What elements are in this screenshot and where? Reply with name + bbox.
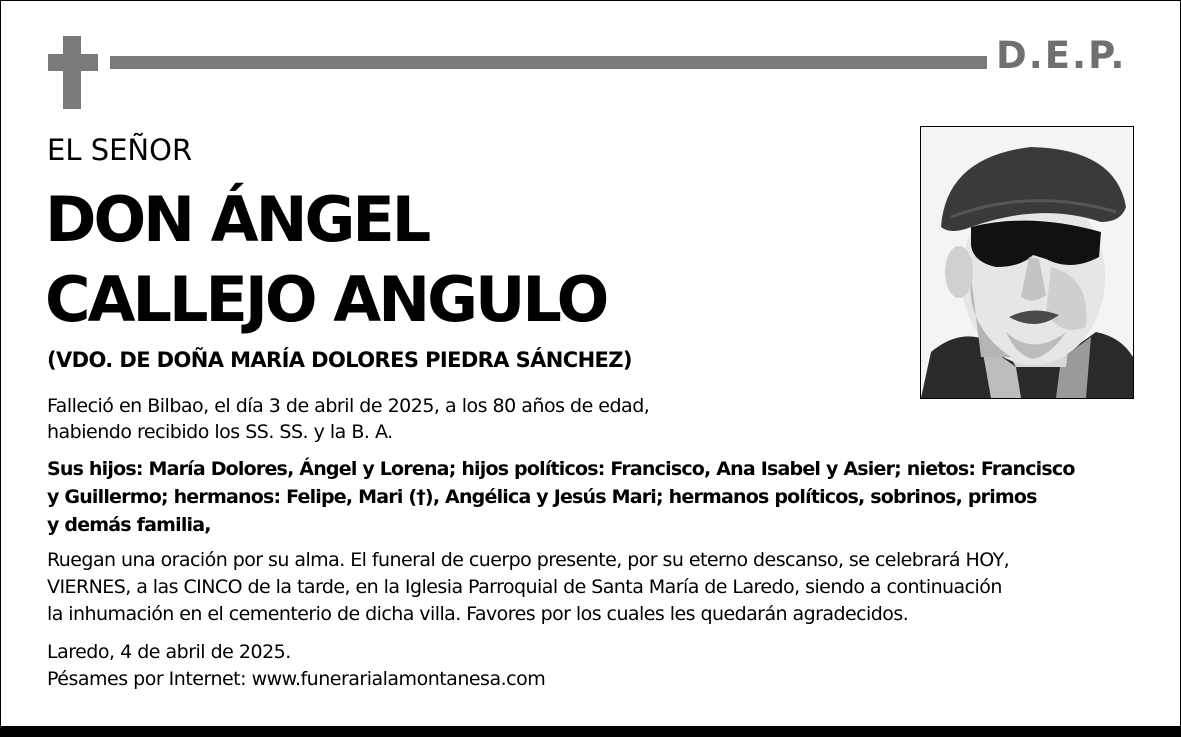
family-line3: y demás familia, [47,514,211,536]
death-notice-line1: Falleció en Bilbao, el día 3 de abril de 2025, a los 80 años de edad, [47,395,650,417]
deceased-name [45,180,606,340]
funeral-line3: la inhumación en el cementerio de dicha villa. Favores por los cuales les quedarán agradecidos. [47,603,909,625]
deceased-name-line1: DON ÁNGEL [45,183,429,256]
funeral-line1: Ruegan una oración por su alma. El funeral de cuerpo presente, por su eterno descanso, se celebrará HOY, [47,549,1010,571]
family-line2: y Guillermo; hermanos: Felipe, Mari (†), Angélica y Jesús Mari; hermanos políticos, sobrinos, primos [47,486,1037,508]
family-line1: Sus hijos: María Dolores, Ángel y Lorena; hijos políticos: Francisco, Ana Isabel y Asier; nietos: Francisco [47,458,1075,480]
cross-icon [63,36,81,109]
portrait-illustration [921,127,1133,398]
funeral-line2: VIERNES, a las CINCO de la tarde, en la Iglesia Parroquial de Santa María de Laredo, siendo a continuación [47,576,1002,598]
cross-icon-bar [48,54,98,71]
condolences-link: Pésames por Internet: www.funerarialamontanesa.com [47,668,546,690]
honorific: EL SEÑOR [47,133,193,167]
death-notice-line2: habiendo recibido los SS. SS. y la B. A. [47,421,393,443]
death-notice [47,393,649,445]
bottom-border [0,726,1181,737]
dep-heading: D.E.P. [996,34,1127,77]
header-divider [110,56,987,69]
portrait-photo [920,126,1134,399]
deceased-name-line2: CALLEJO ANGULO [45,263,607,336]
family-list [47,455,1117,539]
widower-of: (VDO. DE DOÑA MARÍA DOLORES PIEDRA SÁNCHEZ) [47,348,632,372]
place-date: Laredo, 4 de abril de 2025. [47,641,291,663]
funeral-details [47,547,1127,628]
